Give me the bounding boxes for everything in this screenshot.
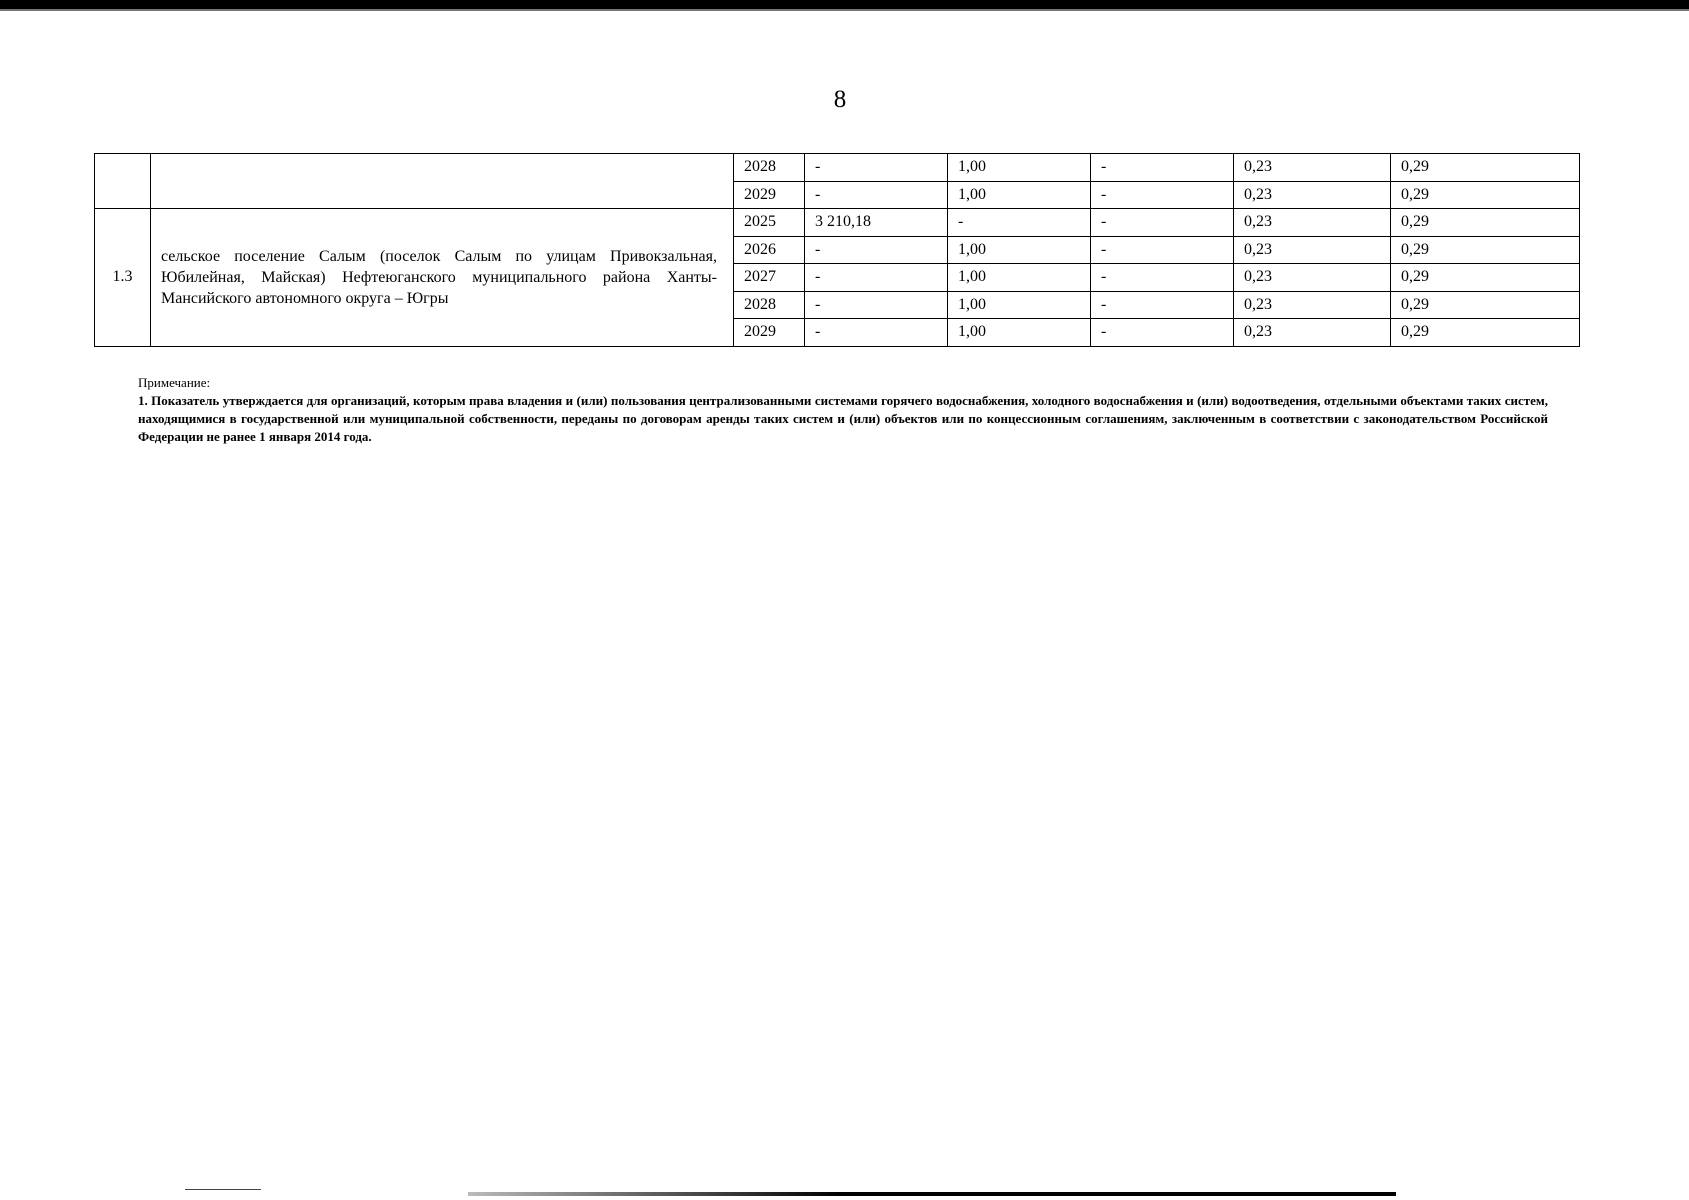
- value-cell: -: [1091, 154, 1234, 182]
- scan-top-border-shadow: [0, 9, 1689, 11]
- scan-top-border: [0, 0, 1689, 9]
- value-cell: -: [805, 181, 948, 209]
- value-cell: 0,23: [1234, 264, 1391, 292]
- year-cell: 2026: [734, 236, 805, 264]
- indicator-table: [94, 153, 1580, 347]
- year-cell: 2027: [734, 264, 805, 292]
- value-cell: 3 210,18: [805, 209, 948, 237]
- value-cell: 0,23: [1234, 154, 1391, 182]
- value-cell: 0,29: [1391, 236, 1580, 264]
- scan-bottom-border: [468, 1192, 1396, 1196]
- value-cell: 0,29: [1391, 209, 1580, 237]
- value-cell: 0,23: [1234, 181, 1391, 209]
- value-cell: -: [805, 291, 948, 319]
- settlement-name-cell: сельское поселение Салым (поселок Салым по улицам Привокзальная, Юбилейная, Майская) Нефтеюганского муниципального района Ханты-Мансийского автономного округа – Югры: [151, 209, 734, 347]
- row-name-cell-empty: [151, 154, 734, 209]
- value-cell: -: [1091, 291, 1234, 319]
- value-cell: 1,00: [948, 291, 1091, 319]
- table-row: [95, 209, 1580, 237]
- value-cell: -: [1091, 264, 1234, 292]
- value-cell: 0,23: [1234, 209, 1391, 237]
- value-cell: -: [948, 209, 1091, 237]
- value-cell: 0,29: [1391, 181, 1580, 209]
- value-cell: -: [1091, 181, 1234, 209]
- value-cell: 0,23: [1234, 291, 1391, 319]
- value-cell: 0,29: [1391, 319, 1580, 347]
- value-cell: -: [1091, 209, 1234, 237]
- value-cell: 0,29: [1391, 291, 1580, 319]
- page-number: 8: [833, 86, 847, 113]
- value-cell: 0,29: [1391, 264, 1580, 292]
- value-cell: -: [805, 264, 948, 292]
- row-number-cell-empty: [95, 154, 151, 209]
- value-cell: 0,23: [1234, 236, 1391, 264]
- scan-bottom-mark: [185, 1189, 261, 1190]
- value-cell: -: [805, 236, 948, 264]
- value-cell: -: [1091, 319, 1234, 347]
- year-cell: 2029: [734, 181, 805, 209]
- year-cell: 2028: [734, 291, 805, 319]
- value-cell: 1,00: [948, 154, 1091, 182]
- footnote-title: Примечание:: [138, 375, 211, 390]
- value-cell: -: [1091, 236, 1234, 264]
- footnote: [138, 374, 1548, 446]
- value-cell: 0,29: [1391, 154, 1580, 182]
- value-cell: 1,00: [948, 181, 1091, 209]
- footnote-text: 1. Показатель утверждается для организаций, которым права владения и (или) пользования централизованными системами горячего водоснабжения, холодного водоснабжения и (или) водоотведения, отдельными объектами таких систем, находящимися в государственной или муниципальной собственности, переданы по договорам аренды таких систем и (или) объектов или по концессионным соглашениям, заключенным в соответствии с законодательством Российской Федерации не ранее 1 января 2014 года.: [138, 393, 1548, 444]
- table-row: [95, 154, 1580, 182]
- year-cell: 2029: [734, 319, 805, 347]
- value-cell: 0,23: [1234, 319, 1391, 347]
- value-cell: -: [805, 319, 948, 347]
- value-cell: -: [805, 154, 948, 182]
- value-cell: 1,00: [948, 264, 1091, 292]
- year-cell: 2028: [734, 154, 805, 182]
- value-cell: 1,00: [948, 319, 1091, 347]
- row-number-cell: 1.3: [95, 209, 151, 347]
- value-cell: 1,00: [948, 236, 1091, 264]
- year-cell: 2025: [734, 209, 805, 237]
